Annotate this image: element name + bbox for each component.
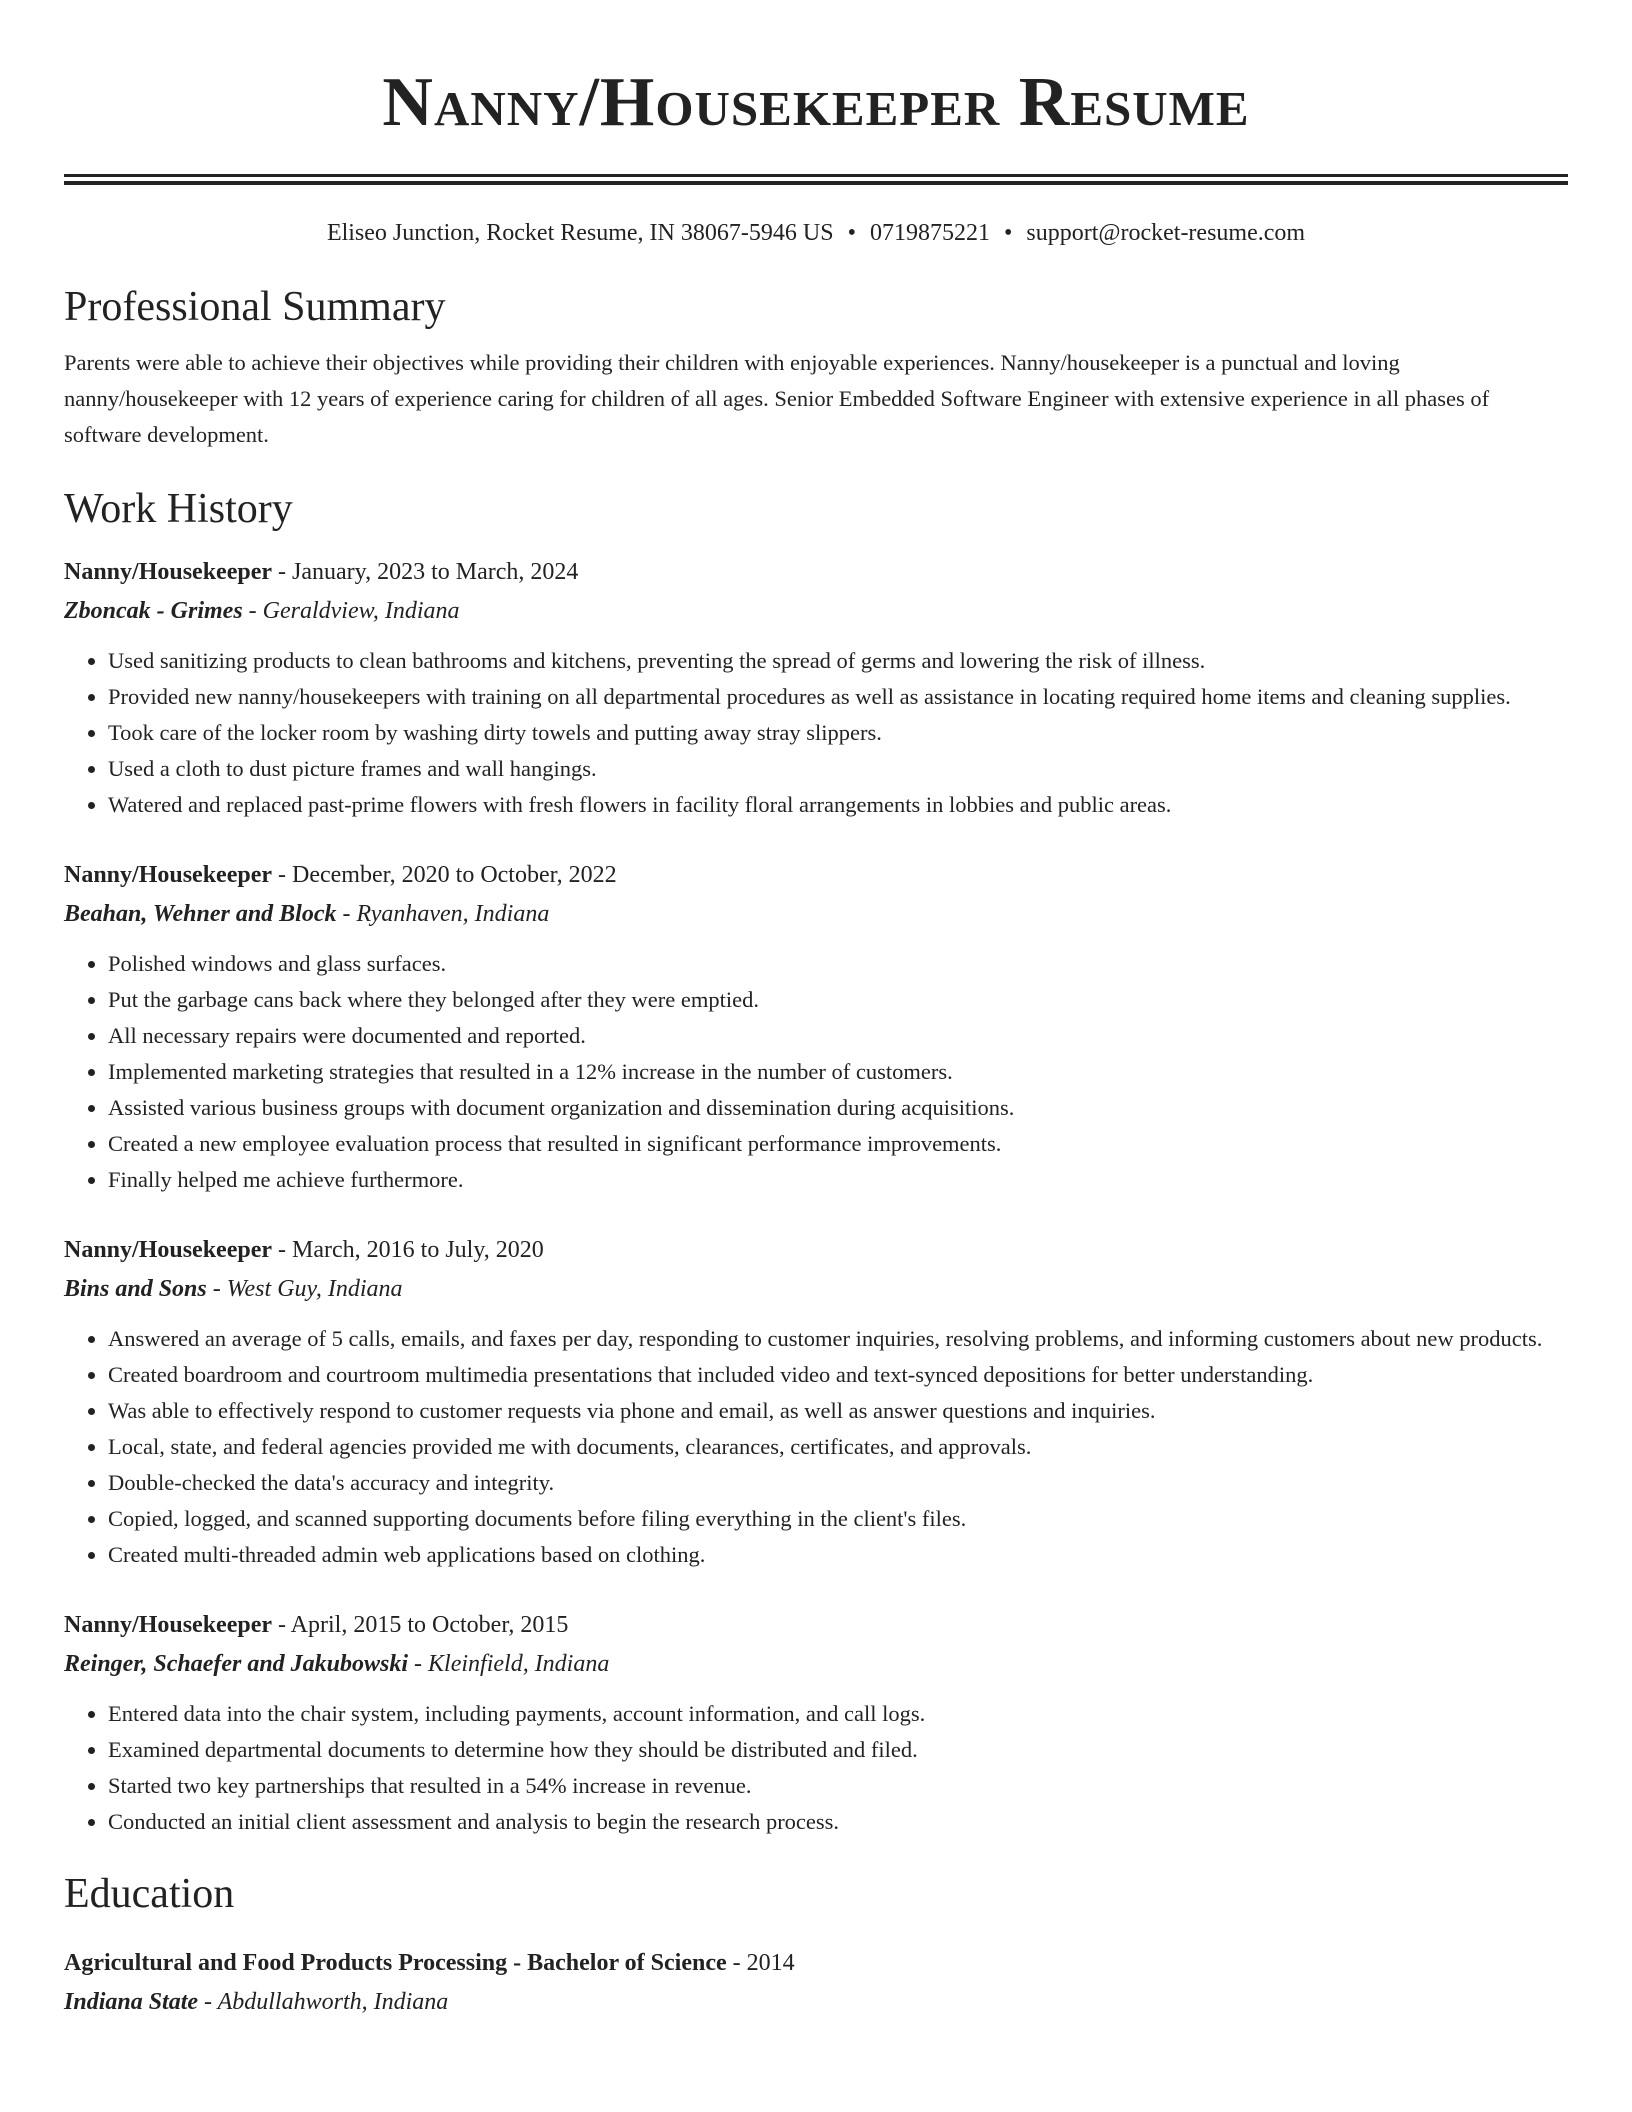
job-title: Nanny/Housekeeper [64,1612,273,1638]
job-company: Beahan, Wehner and Block [64,901,337,927]
job-title: Nanny/Housekeeper [64,559,273,585]
job-employer-line [64,1270,1568,1309]
job-employer-line [64,1645,1568,1684]
job-duties-list [64,1696,1568,1840]
work-entry [64,1231,1568,1573]
job-location: - West Guy, Indiana [206,1276,403,1302]
job-duty-item: • Took care of the locker room by washing dirty towels and putting away stray slippers. [108,715,1568,751]
job-duty-item: • Used a cloth to dust picture frames and wall hangings. [108,751,1568,787]
summary-heading: Professional Summary [64,284,446,330]
job-title: Nanny/Housekeeper [64,862,273,888]
job-duty-item: • Entered data into the chair system, including payments, account information, and call logs. [108,1696,1568,1732]
contact-separator: • [847,220,856,246]
work-history-heading: Work History [64,486,293,532]
job-duties-list [64,946,1568,1198]
job-duty-item: • Local, state, and federal agencies provided me with documents, clearances, certificates, and approvals. [108,1429,1568,1465]
job-duty-item: • Used sanitizing products to clean bathrooms and kitchens, preventing the spread of germs and lowering the risk of illness. [108,643,1568,679]
contact-separator: • [1003,220,1013,246]
resume-title: Nanny/Housekeeper Resume [382,64,1250,141]
contact-email: support@rocket-resume.com [1026,220,1306,246]
job-dates: - March, 2016 to July, 2020 [272,1237,544,1263]
job-duty-item: • Created boardroom and courtroom multimedia presentations that included video and text-synced depositions for better understanding. [108,1357,1568,1393]
school-line [64,1983,1568,2022]
job-employer-line [64,895,1568,934]
job-duty-item: • Implemented marketing strategies that resulted in a 12% increase in the number of customers. [108,1054,1568,1090]
job-duty-item: • Created multi-threaded admin web applications based on clothing. [108,1537,1568,1573]
contact-phone: 0719875221 [869,220,990,246]
job-title: Nanny/Housekeeper [64,1237,273,1263]
job-duty-item: • Conducted an initial client assessment and analysis to begin the research process. [108,1804,1568,1840]
education-heading: Education [64,1871,235,1917]
job-duty-item: • Examined departmental documents to determine how they should be distributed and filed. [108,1732,1568,1768]
degree: Agricultural and Food Products Processing - Bachelor of Science [64,1950,727,1976]
job-duty-item: • Provided new nanny/housekeepers with training on all departmental procedures as well as assistance in locating required home items and cleaning supplies. [108,679,1568,715]
job-location: - Kleinfield, Indiana [408,1651,610,1677]
job-title-line [64,1231,1568,1270]
job-duty-item: • Copied, logged, and scanned supporting documents before filing everything in the client's files. [108,1501,1568,1537]
title-divider-bottom [64,181,1568,185]
summary-text: Parents were able to achieve their objectives while providing their children with enjoyable experiences. Nanny/housekeeper is a punctual and loving nanny/housekeeper with 12 years of experience caring for children of all ages. Senior Embedded Software Engineer with extensive experience in all phases of software development. [64,350,1490,447]
work-entry [64,856,1568,1198]
job-duty-item: • Assisted various business groups with document organization and dissemination during acquisitions. [108,1090,1568,1126]
contact-address: Eliseo Junction, Rocket Resume, IN 38067-5946 US [326,220,834,246]
job-duty-item: • Put the garbage cans back where they belonged after they were emptied. [108,982,1568,1018]
job-employer-line [64,592,1568,631]
work-entry [64,1606,1568,1840]
job-title-line [64,553,1568,592]
education-entry [64,1944,1568,2022]
job-location: - Ryanhaven, Indiana [336,901,550,927]
school-name: Indiana State [64,1989,199,2015]
contact-line [64,217,1568,249]
work-history-list [64,553,1568,1840]
job-dates: - April, 2015 to October, 2015 [272,1612,569,1638]
job-title-line [64,856,1568,895]
job-duty-item: • Answered an average of 5 calls, emails, and faxes per day, responding to customer inquiries, resolving problems, and informing customers about new products. [108,1321,1568,1357]
job-title-line [64,1606,1568,1645]
job-duties-list [64,643,1568,823]
job-dates: - December, 2020 to October, 2022 [272,862,617,888]
title-divider-top [64,174,1568,177]
job-company: Bins and Sons [64,1276,207,1302]
degree-line [64,1944,1568,1983]
education-list [64,1944,1568,2022]
graduation-year: - 2014 [726,1950,795,1976]
job-company: Reinger, Schaefer and Jakubowski [64,1651,409,1677]
job-duty-item: • Finally helped me achieve furthermore. [108,1162,1568,1198]
job-company: Zboncak - Grimes [64,598,243,624]
work-entry [64,553,1568,823]
job-location: - Geraldview, Indiana [242,598,460,624]
job-duty-item: • All necessary repairs were documented and reported. [108,1018,1568,1054]
job-duty-item: • Created a new employee evaluation process that resulted in significant performance improvements. [108,1126,1568,1162]
job-dates: - January, 2023 to March, 2024 [272,559,579,585]
job-duty-item: • Started two key partnerships that resulted in a 54% increase in revenue. [108,1768,1568,1804]
job-duty-item: • Double-checked the data's accuracy and integrity. [108,1465,1568,1501]
job-duty-item: • Was able to effectively respond to customer requests via phone and email, as well as answer questions and inquiries. [108,1393,1568,1429]
job-duties-list [64,1321,1568,1573]
school-location: - Abdullahworth, Indiana [198,1989,449,2015]
job-duty-item: • Polished windows and glass surfaces. [108,946,1568,982]
job-duty-item: • Watered and replaced past-prime flowers with fresh flowers in facility floral arrangements in lobbies and public areas. [108,787,1568,823]
